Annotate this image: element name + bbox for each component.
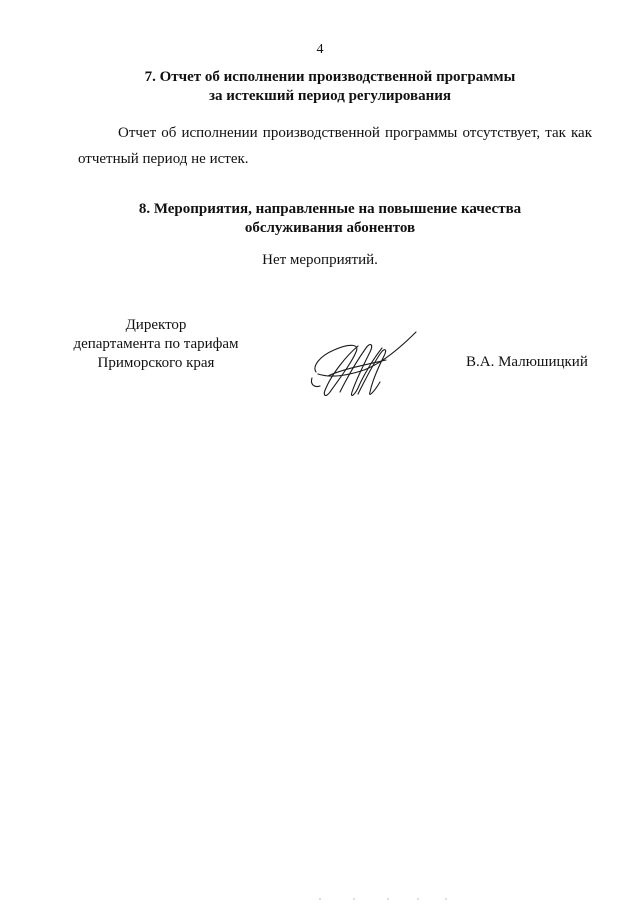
section-7-heading-line-1: 7. Отчет об исполнении производственной программы [144,69,516,85]
section-8-text: Нет мероприятий. [262,252,378,268]
section-7-text-line-2: отчетный период не истек. [78,151,249,167]
section-7-paragraph [78,120,592,172]
handwritten-signature [300,326,430,406]
signatory-title-line-1: Директор [125,317,187,333]
scan-artifacts [300,896,460,902]
section-8-heading [60,200,600,238]
signatory-title-line-3: Приморского края [97,355,215,371]
section-7-text-line-1: Отчет об исполнении производственной программы отсутствует, так как [118,125,592,141]
section-8-heading-line-2: обслуживания абонентов [244,220,416,236]
page-number: 4 [316,42,324,57]
section-7-heading-line-2: за истекший период регулирования [208,88,452,104]
section-7-heading [60,68,600,106]
signatory-title [56,316,256,373]
signatory-title-line-2: департамента по тарифам [73,336,239,352]
section-8-heading-line-1: 8. Мероприятия, направленные на повышение качества [138,201,522,217]
signatory-name: В.А. Малюшицкий [466,354,588,370]
